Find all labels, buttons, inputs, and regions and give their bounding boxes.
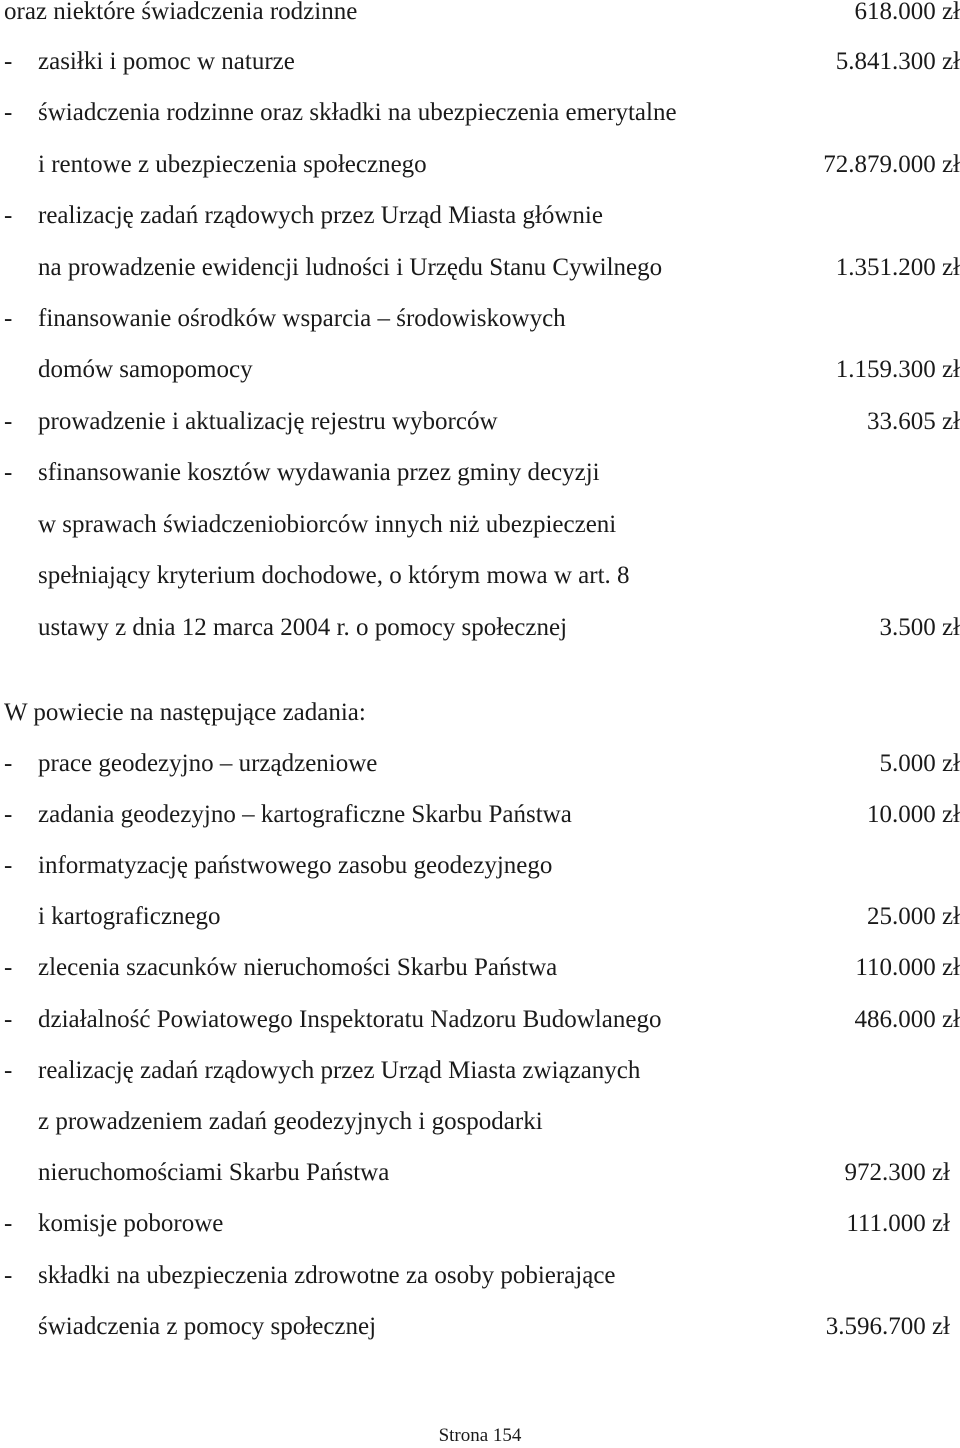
line-7 xyxy=(0,299,960,339)
line-19 xyxy=(0,948,960,988)
line-text: na prowadzenie ewidencji ludności i Urzędu Stanu Cywilnego xyxy=(38,254,663,281)
line-23 xyxy=(0,1153,960,1193)
bullet-dash: - xyxy=(4,1210,13,1237)
line-amount: 10.000 zł xyxy=(866,801,960,828)
line-amount: 5.000 zł xyxy=(879,750,960,777)
line-16 xyxy=(0,795,960,835)
bullet-dash: - xyxy=(4,1006,13,1033)
line-text: zadania geodezyjno – kartograficzne Skarbu Państwa xyxy=(38,801,572,828)
bullet-dash: - xyxy=(4,852,13,879)
section-heading xyxy=(0,693,960,733)
line-text: i kartograficznego xyxy=(38,903,221,930)
bullet-dash: - xyxy=(4,1057,13,1084)
line-text: W powiecie na następujące zadania: xyxy=(4,699,366,726)
line-26 xyxy=(0,1307,960,1347)
line-text: realizację zadań rządowych przez Urząd Miasta związanych xyxy=(38,1057,641,1084)
bullet-dash: - xyxy=(4,750,13,777)
bullet-dash: - xyxy=(4,1262,13,1289)
line-20 xyxy=(0,1000,960,1040)
line-1 xyxy=(0,0,960,32)
bullet-dash: - xyxy=(4,99,13,126)
page-number-footer: Strona 154 xyxy=(438,1425,522,1446)
bullet-dash: - xyxy=(4,954,13,981)
bullet-dash: - xyxy=(4,801,13,828)
line-text: realizację zadań rządowych przez Urząd Miasta głównie xyxy=(38,202,603,229)
line-text: ustawy z dnia 12 marca 2004 r. o pomocy społecznej xyxy=(38,614,568,641)
line-text: świadczenia z pomocy społecznej xyxy=(38,1313,377,1340)
line-amount: 110.000 zł xyxy=(855,954,960,981)
line-amount: 486.000 zł xyxy=(854,1006,960,1033)
line-text: z prowadzeniem zadań geodezyjnych i gospodarki xyxy=(38,1108,543,1135)
line-12 xyxy=(0,556,960,596)
line-text: informatyzację państwowego zasobu geodezyjnego xyxy=(38,852,553,879)
line-text: domów samopomocy xyxy=(38,356,253,383)
line-9 xyxy=(0,402,960,442)
bullet-dash: - xyxy=(4,305,13,332)
line-amount: 1.351.200 zł xyxy=(835,254,960,281)
line-amount: 111.000 zł xyxy=(846,1210,950,1237)
line-text: świadczenia rodzinne oraz składki na ubezpieczenia emerytalne xyxy=(38,99,677,126)
line-5 xyxy=(0,196,960,236)
line-amount: 3.500 zł xyxy=(879,614,960,641)
bullet-dash: - xyxy=(4,202,13,229)
line-13 xyxy=(0,608,960,648)
line-17 xyxy=(0,846,960,886)
line-15 xyxy=(0,744,960,784)
line-amount: 618.000 zł xyxy=(854,0,960,25)
line-11 xyxy=(0,505,960,545)
line-text: prowadzenie i aktualizację rejestru wyborców xyxy=(38,408,498,435)
bullet-dash: - xyxy=(4,459,13,486)
line-text: finansowanie ośrodków wsparcia – środowiskowych xyxy=(38,305,566,332)
line-10 xyxy=(0,453,960,493)
bullet-dash: - xyxy=(4,408,13,435)
line-text: zasiłki i pomoc w naturze xyxy=(38,48,295,75)
line-amount: 1.159.300 zł xyxy=(835,356,960,383)
line-25 xyxy=(0,1256,960,1296)
line-3 xyxy=(0,93,960,133)
line-2 xyxy=(0,42,960,82)
line-text: zlecenia szacunków nieruchomości Skarbu Państwa xyxy=(38,954,558,981)
line-text: nieruchomościami Skarbu Państwa xyxy=(38,1159,390,1186)
line-22 xyxy=(0,1102,960,1142)
line-amount: 3.596.700 zł xyxy=(825,1313,950,1340)
line-text: komisje poborowe xyxy=(38,1210,224,1237)
line-text: oraz niektóre świadczenia rodzinne xyxy=(4,0,358,25)
bullet-dash: - xyxy=(4,48,13,75)
line-text: spełniający kryterium dochodowe, o którym mowa w art. 8 xyxy=(38,562,630,589)
line-18 xyxy=(0,897,960,937)
line-amount: 972.300 zł xyxy=(844,1159,950,1186)
line-amount: 25.000 zł xyxy=(866,903,960,930)
line-text: działalność Powiatowego Inspektoratu Nadzoru Budowlanego xyxy=(38,1006,662,1033)
line-amount: 5.841.300 zł xyxy=(835,48,960,75)
line-6 xyxy=(0,248,960,288)
line-text: sfinansowanie kosztów wydawania przez gminy decyzji xyxy=(38,459,600,486)
line-text: i rentowe z ubezpieczenia społecznego xyxy=(38,151,427,178)
line-21 xyxy=(0,1051,960,1091)
line-4 xyxy=(0,145,960,185)
line-text: składki na ubezpieczenia zdrowotne za osoby pobierające xyxy=(38,1262,616,1289)
line-text: prace geodezyjno – urządzeniowe xyxy=(38,750,378,777)
line-amount: 72.879.000 zł xyxy=(823,151,960,178)
line-8 xyxy=(0,350,960,390)
line-text: w sprawach świadczeniobiorców innych niż ubezpieczeni xyxy=(38,511,617,538)
line-24 xyxy=(0,1204,960,1244)
line-amount: 33.605 zł xyxy=(866,408,960,435)
